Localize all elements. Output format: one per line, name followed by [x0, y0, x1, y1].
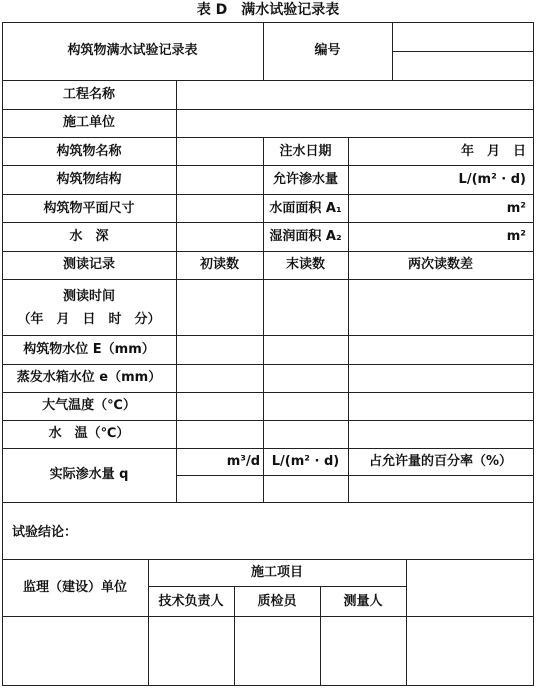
label-construction-unit: 施工单位: [62, 115, 115, 130]
border-bottom: [2, 685, 534, 686]
label-construction-project: 施工项目: [250, 565, 303, 580]
label-structure-type: 构筑物结构: [56, 172, 122, 187]
record-table: [2, 22, 534, 686]
hline: [2, 448, 534, 449]
hline: [2, 251, 534, 252]
unit-lm2d: L/(m² · d): [271, 454, 340, 469]
hline: [2, 222, 534, 223]
hline: [148, 586, 406, 587]
label-water-temp: 水 温（℃）: [48, 426, 130, 441]
hline: [2, 137, 534, 138]
label-reading-time: 测读时间: [62, 289, 115, 304]
label-water-depth: 水 深: [69, 229, 109, 244]
hline: [176, 475, 534, 476]
hline: [2, 420, 534, 421]
hline: [2, 559, 534, 560]
hline: [392, 51, 534, 52]
label-evap-level: 蒸发水箱水位 e（mm）: [16, 370, 162, 385]
label-water-surface-area: 水面面积 A₁: [269, 201, 342, 216]
vline: [348, 137, 349, 502]
hline: [2, 194, 534, 195]
hline: [2, 502, 534, 503]
label-water-level: 构筑物水位 E（mm）: [23, 342, 155, 357]
hline: [2, 616, 534, 617]
vline: [176, 80, 177, 502]
hline: [2, 165, 534, 166]
hline: [2, 335, 534, 336]
label-quality-inspector: 质检员: [257, 594, 297, 609]
vline: [406, 559, 407, 686]
label-water-injection-date: 注水日期: [279, 144, 332, 159]
header-title: 构筑物满水试验记录表: [67, 43, 198, 58]
label-air-temp: 大气温度（℃）: [42, 398, 136, 413]
label-structure-name: 构筑物名称: [56, 144, 122, 159]
vline: [392, 22, 393, 80]
label-reading-time-units: （年 月 日 时 分）: [17, 312, 161, 327]
hline: [2, 109, 534, 110]
unit-m3d: m³/d: [226, 454, 260, 469]
label-tech-lead: 技术负责人: [158, 594, 224, 609]
date-units: 年 月 日: [460, 144, 526, 159]
allowable-unit: L/(m² · d): [458, 172, 526, 187]
label-reading-record: 测读记录: [62, 257, 115, 272]
label-conclusion: 试验结论：: [12, 525, 78, 540]
water-surface-unit: m²: [506, 201, 526, 216]
label-actual-seepage: 实际渗水量 q: [49, 467, 129, 482]
hline: [2, 80, 534, 81]
hline: [2, 392, 534, 393]
label-percent-allowable: 占允许量的百分率（%）: [368, 454, 513, 469]
hline: [2, 364, 534, 365]
label-wetted-area: 湿润面积 A₂: [269, 229, 342, 244]
number-label: 编号: [314, 43, 341, 58]
label-project-name: 工程名称: [62, 87, 115, 102]
label-plan-size: 构筑物平面尺寸: [43, 201, 135, 216]
header-final-reading: 末读数: [285, 257, 325, 272]
label-supervisor: 监理（建设）单位: [22, 580, 127, 595]
label-allowable-seepage: 允许渗水量: [272, 172, 338, 187]
wetted-unit: m²: [506, 229, 526, 244]
hline: [2, 279, 534, 280]
border-right: [533, 22, 534, 686]
label-surveyor: 测量人: [343, 594, 383, 609]
vline: [263, 137, 264, 502]
header-initial-reading: 初读数: [199, 257, 239, 272]
header-difference: 两次读数差: [407, 257, 473, 272]
border-top: [2, 22, 534, 23]
document-title: 表 D 满水试验记录表: [196, 2, 340, 18]
